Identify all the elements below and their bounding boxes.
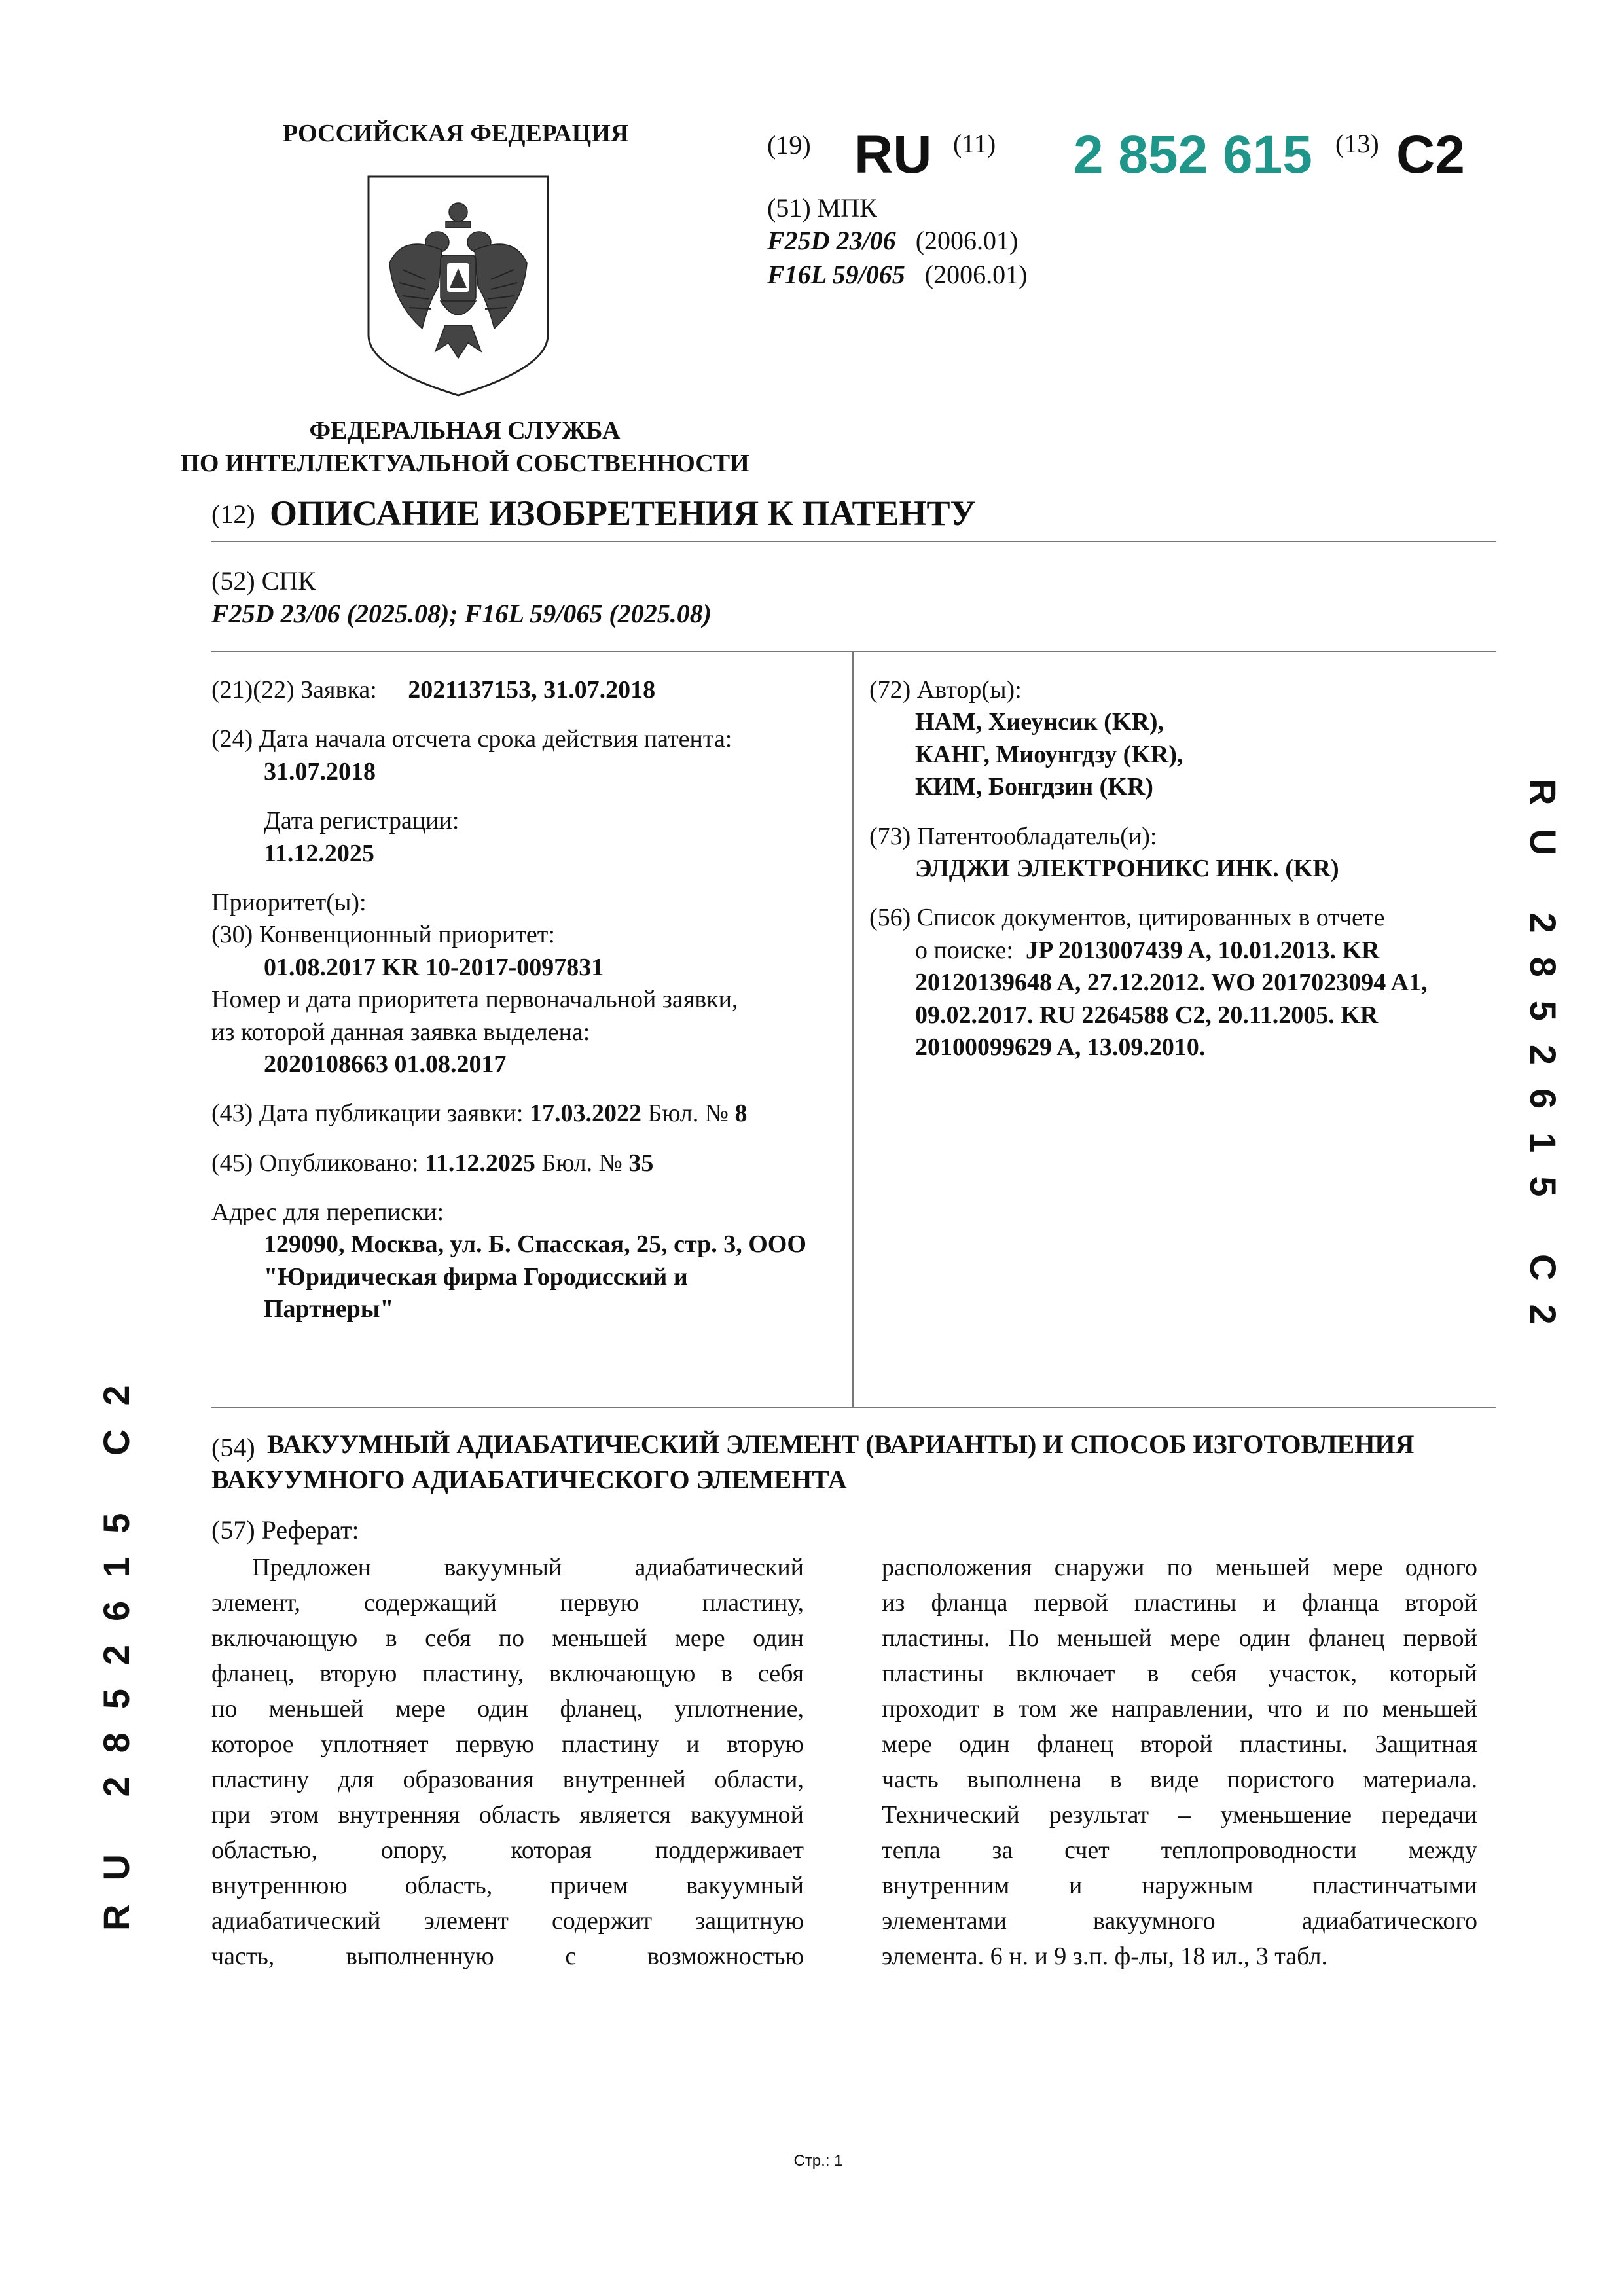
cited-line: 20120139648 A, 27.12.2012. WO 2017023094 A1, xyxy=(915,969,1428,997)
pub-app-date: 17.03.2022 xyxy=(529,1100,641,1128)
abstract-line: из фланца первой пластины и фланца второй xyxy=(882,1589,1477,1617)
invention-title xyxy=(211,1427,1501,1498)
abstract-line: расположения снаружи по меньшей мере одного xyxy=(882,1554,1477,1581)
abstract-line: часть, выполненную с возможностью xyxy=(211,1943,804,1970)
abstract-line: по меньшей мере один фланец, уплотнение, xyxy=(211,1695,804,1723)
page-number: Стр.: 1 xyxy=(793,2152,843,2170)
divider xyxy=(211,541,1496,542)
address-line-3: Партнеры" xyxy=(264,1295,394,1323)
side-code-text: RU 2852615 C2 xyxy=(1523,779,1564,1348)
patent-number: 2 852 615 xyxy=(1074,125,1312,185)
author-item: КАНГ, Миоунгдзу (KR), xyxy=(915,740,1183,768)
mpk-version: (2006.01) xyxy=(915,226,1019,255)
published-label: (45) Опубликовано: xyxy=(211,1149,419,1177)
published-bull: Бюл. № xyxy=(541,1149,623,1177)
abstract-line: пластину для образования внутренней области, xyxy=(211,1766,804,1793)
kind-code: C2 xyxy=(1396,125,1465,185)
convention-label: (30) Конвенционный приоритет: xyxy=(211,921,555,949)
address-line-1: 129090, Москва, ул. Б. Спасская, 25, стр. 3, ООО xyxy=(264,1230,806,1259)
agency-line-1: ФЕДЕРАЛЬНАЯ СЛУЖБА xyxy=(309,417,621,444)
abstract-line: адиабатический элемент содержит защитную xyxy=(211,1907,804,1935)
invention-title-line-2: ВАКУУМНОГО АДИАБАТИЧЕСКОГО ЭЛЕМЕНТА xyxy=(211,1465,847,1494)
inid-11: (11) xyxy=(953,129,996,158)
inid-54: (54) xyxy=(211,1433,255,1462)
agency-name xyxy=(170,414,759,480)
author-item: НАМ, Хиеунсик (KR), xyxy=(915,708,1164,736)
column-divider xyxy=(852,651,854,1407)
published-num: 35 xyxy=(628,1149,654,1177)
abstract-line: фланец, вторую пластину, включающую в себя xyxy=(211,1660,804,1687)
pub-app-label: (43) Дата публикации заявки: xyxy=(211,1100,524,1128)
mpk-class-row xyxy=(767,224,1018,258)
mpk-label: (51) МПК xyxy=(767,193,877,223)
parent-label-1: Номер и дата приоритета первоначальной заявки, xyxy=(211,986,738,1014)
term-start-value: 31.07.2018 xyxy=(264,757,376,785)
authors-label: (72) Автор(ы): xyxy=(869,676,1022,704)
abstract-line: которое уплотняет первую пластину и вторую xyxy=(211,1731,804,1758)
divider xyxy=(211,1407,1496,1408)
country-code: RU xyxy=(854,125,932,185)
author-item: КИМ, Бонгдзин (KR) xyxy=(915,773,1153,801)
term-start-label: (24) Дата начала отсчета срока действия патента: xyxy=(211,725,732,753)
side-code-text: RU 2852615 C2 xyxy=(96,1361,137,1931)
spk-label: (52) СПК xyxy=(211,566,316,596)
address-line-2: "Юридическая фирма Городисский и xyxy=(264,1263,688,1291)
holder-value: ЭЛДЖИ ЭЛЕКТРОНИКС ИНК. (KR) xyxy=(915,854,1339,882)
abstract-line: областью, опору, которая поддерживает xyxy=(211,1837,804,1864)
abstract-line: включающую в себя по меньшей мере один xyxy=(211,1624,804,1652)
abstract-label: (57) Реферат: xyxy=(211,1515,359,1545)
cited-line: JP 2013007439 A, 10.01.2013. KR xyxy=(1025,936,1380,964)
mpk-class: F25D 23/06 xyxy=(767,226,896,255)
coat-of-arms-emblem xyxy=(363,171,553,397)
application-value: 2021137153, 31.07.2018 xyxy=(408,676,656,704)
inid-12: (12) xyxy=(211,499,255,529)
divider xyxy=(211,651,1496,652)
holder-label: (73) Патентообладатель(и): xyxy=(869,822,1157,850)
spk-value: F25D 23/06 (2025.08); F16L 59/065 (2025.08) xyxy=(211,599,712,628)
abstract-right-column xyxy=(882,1550,1477,1974)
mpk-class: F16L 59/065 xyxy=(767,260,905,289)
registration-value: 11.12.2025 xyxy=(264,839,374,867)
mpk-version: (2006.01) xyxy=(924,260,1028,289)
abstract-line: внутренним и наружным пластинчатыми xyxy=(882,1872,1477,1899)
inid-13: (13) xyxy=(1335,129,1379,158)
abstract-line: пластины. По меньшей мере один фланец первой xyxy=(882,1624,1477,1652)
abstract-left-column xyxy=(211,1550,804,1974)
country-name: РОССИЙСКАЯ ФЕДЕРАЦИЯ xyxy=(283,120,629,147)
address-label: Адрес для переписки: xyxy=(211,1198,444,1227)
registration-label: Дата регистрации: xyxy=(264,807,460,835)
cited-label-2: о поиске: xyxy=(915,936,1013,964)
priority-label: Приоритет(ы): xyxy=(211,888,367,916)
abstract-line: при этом внутренняя область является вакуумной xyxy=(211,1801,804,1829)
bibliographic-left-column xyxy=(211,674,840,1326)
mpk-class-row xyxy=(767,258,1027,292)
agency-line-2: ПО ИНТЕЛЛЕКТУАЛЬНОЙ СОБСТВЕННОСТИ xyxy=(180,450,749,478)
pub-app-bull: Бюл. № xyxy=(647,1100,729,1128)
cited-line: 20100099629 A, 13.09.2010. xyxy=(915,1033,1206,1061)
inid-19: (19) xyxy=(767,130,811,160)
application-label: (21)(22) Заявка: xyxy=(211,676,377,704)
parent-value: 2020108663 01.08.2017 xyxy=(264,1050,507,1078)
abstract-line: тепла за счет теплопроводности между xyxy=(882,1837,1477,1864)
cited-label-1: (56) Список документов, цитированных в отчете xyxy=(869,904,1385,932)
abstract-line: внутреннюю область, причем вакуумный xyxy=(211,1872,804,1899)
abstract-line: элемент, содержащий первую пластину, xyxy=(211,1589,804,1617)
invention-title-line-1: ВАКУУМНЫЙ АДИАБАТИЧЕСКИЙ ЭЛЕМЕНТ (ВАРИАНТЫ) И СПОСОБ ИЗГОТОВЛЕНИЯ xyxy=(267,1429,1415,1459)
abstract-line: пластины включает в себя участок, который xyxy=(882,1660,1477,1687)
pub-app-num: 8 xyxy=(734,1100,748,1128)
abstract-line: мере один фланец второй пластины. Защитная xyxy=(882,1731,1477,1758)
published-date: 11.12.2025 xyxy=(425,1149,535,1177)
abstract-line: проходит в том же направлении, что и по меньшей xyxy=(882,1695,1477,1723)
abstract-line: Предложен вакуумный адиабатический xyxy=(252,1554,804,1581)
abstract-line: элементами вакуумного адиабатического xyxy=(882,1907,1477,1935)
convention-value: 01.08.2017 KR 10-2017-0097831 xyxy=(264,953,604,981)
parent-label-2: из которой данная заявка выделена: xyxy=(211,1018,590,1046)
abstract-line: часть выполнена в виде пористого материала. xyxy=(882,1766,1477,1793)
cited-line: 09.02.2017. RU 2264588 C2, 20.11.2005. KR xyxy=(915,1001,1379,1029)
abstract-line: элемента. 6 н. и 9 з.п. ф-лы, 18 ил., 3 табл. xyxy=(882,1943,1328,1970)
bibliographic-right-column xyxy=(869,674,1498,1064)
abstract-line: Технический результат – уменьшение передачи xyxy=(882,1801,1477,1829)
document-title: ОПИСАНИЕ ИЗОБРЕТЕНИЯ К ПАТЕНТУ xyxy=(270,493,977,533)
